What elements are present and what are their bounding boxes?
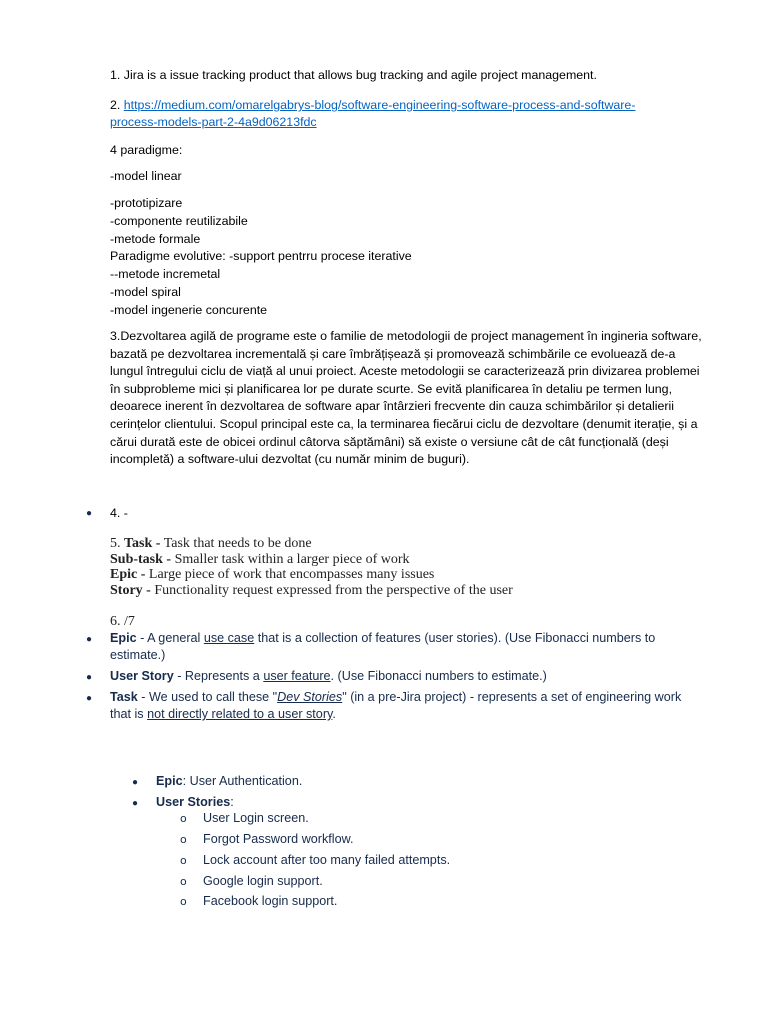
paradigm-line: -prototipizare xyxy=(110,196,183,210)
definition-term: User Story xyxy=(110,669,174,683)
paradigm-line: -componente reutilizabile xyxy=(110,213,248,228)
paradigms-heading: 4 paradigme: xyxy=(110,143,183,157)
bullet-icon: ● xyxy=(86,634,93,645)
definition-term: Epic xyxy=(110,631,137,645)
definition-text: - Represents a xyxy=(173,669,264,683)
item-2 xyxy=(110,97,635,114)
item-2-prefix: 2. xyxy=(110,98,124,112)
bullet-icon: ● xyxy=(86,508,93,519)
definition-task-continued xyxy=(110,706,336,724)
user-feature-link[interactable]: user feature xyxy=(263,669,331,683)
user-story-item: Forgot Password workflow. xyxy=(203,832,354,846)
bullet-icon: ● xyxy=(86,672,93,683)
use-case-link[interactable]: use case xyxy=(203,631,255,645)
definition-text: - We used to call these " xyxy=(137,690,278,704)
example-epic xyxy=(156,773,302,791)
paradigm-line: -model spiral xyxy=(110,284,181,299)
medium-article-link-continued[interactable]: process-models-part-2-4a9d06213fdc xyxy=(110,115,317,129)
issue-type-task xyxy=(110,536,513,552)
example-epic-term: Epic xyxy=(156,774,183,788)
circle-bullet-icon: o xyxy=(180,854,187,867)
item-4-text: 4. - xyxy=(110,506,128,520)
issue-type-prefix: 5. xyxy=(110,536,124,551)
issue-type-subtask xyxy=(110,552,513,568)
definition-text: that is a collection of features (user stories). (Use Fibonacci numbers to xyxy=(254,631,656,645)
definition-text: - A general xyxy=(136,631,204,645)
user-story-item: User Login screen. xyxy=(203,811,309,825)
circle-bullet-icon: o xyxy=(180,833,187,846)
definition-task xyxy=(110,689,681,707)
item-6-7-text: 6. /7 xyxy=(110,614,135,629)
definition-text: . xyxy=(332,707,336,721)
paradigm-line: Paradigme evolutive: -support pentrru procese iterative xyxy=(110,249,412,264)
example-stories-term: User Stories xyxy=(156,795,231,809)
definition-text: " (in a pre-Jira project) - represents a set of engineering work xyxy=(342,690,682,704)
circle-bullet-icon: o xyxy=(180,875,187,888)
definition-epic xyxy=(110,630,655,648)
example-user-stories xyxy=(156,794,234,812)
user-story-item: Lock account after too many failed attempts. xyxy=(203,853,451,867)
issue-type-name: Epic - xyxy=(110,567,146,582)
paradigm-line: --metode incremetal xyxy=(110,267,221,282)
paradigm-model-linear: -model linear xyxy=(110,169,182,183)
dev-stories-link[interactable]: Dev Stories xyxy=(277,690,343,704)
not-related-link[interactable]: not directly related to a user story xyxy=(147,707,333,721)
issue-type-desc: Smaller task within a larger piece of work xyxy=(171,551,410,567)
issue-type-desc: Task that needs to be done xyxy=(160,536,312,551)
issue-type-name: Sub-task - xyxy=(110,551,172,567)
bullet-icon: ● xyxy=(132,798,139,809)
circle-bullet-icon: o xyxy=(180,812,187,825)
bullet-icon: ● xyxy=(86,693,93,704)
item-2-continued xyxy=(110,114,317,131)
issue-type-desc: Large piece of work that encompasses many issues xyxy=(145,567,435,582)
bullet-icon: ● xyxy=(132,777,139,788)
medium-article-link[interactable]: https://medium.com/omarelgabrys-blog/software-engineering-software-process-and-software- xyxy=(123,98,636,112)
paradigm-line: -model ingenerie concurente xyxy=(110,302,268,317)
definition-user-story xyxy=(110,668,547,686)
example-stories-colon: : xyxy=(230,795,234,809)
issue-types xyxy=(110,536,513,598)
paradigm-list xyxy=(110,195,412,320)
definition-term: Task xyxy=(110,690,138,704)
issue-type-name: Task - xyxy=(124,536,161,551)
issue-type-name: Story - xyxy=(110,582,151,598)
definition-epic-continued: estimate.) xyxy=(110,648,166,662)
issue-type-epic xyxy=(110,567,513,583)
definition-text: that is xyxy=(110,707,148,721)
definition-text: . (Use Fibonacci numbers to estimate.) xyxy=(330,669,547,683)
paradigm-line: -metode formale xyxy=(110,231,201,246)
agile-paragraph: 3.Dezvoltarea agilă de programe este o familie de metodologii de project management în ingineria software, bazată pe dezvoltarea incrementală și care îmbrățișează și promovează schimbările ce evoluează de-a lungul întregului ciclu de viață al unui proiect. Aceste metodologii se caracterizează prin divizarea problemei în subprobleme mici și planificarea lor pe durate scurte. Se evită planificarea în detaliu pe termen lung, deoarece inerent în dezvoltarea de software apar întârzieri frecvente din cauza schimbărilor și detalierii cerințelor clientului. Scopul principal este ca, la terminarea fiecărui ciclu de dezvoltare (denumit iterație, și a cărui durată este de obicei ordinul câtorva săptămâni) să existe o versiune cât de cât funcțională (deși incompletă) a software-ului dezvoltat (cu număr minim de buguri). xyxy=(110,329,702,467)
user-story-item: Facebook login support. xyxy=(203,894,338,908)
item-1-text: 1. Jira is a issue tracking product that allows bug tracking and agile project management. xyxy=(110,68,597,82)
issue-type-desc: Functionality request expressed from the perspective of the user xyxy=(150,582,513,598)
issue-type-story xyxy=(110,583,513,599)
example-epic-value: : User Authentication. xyxy=(182,774,303,788)
user-story-item: Google login support. xyxy=(203,874,323,888)
circle-bullet-icon: o xyxy=(180,895,187,908)
